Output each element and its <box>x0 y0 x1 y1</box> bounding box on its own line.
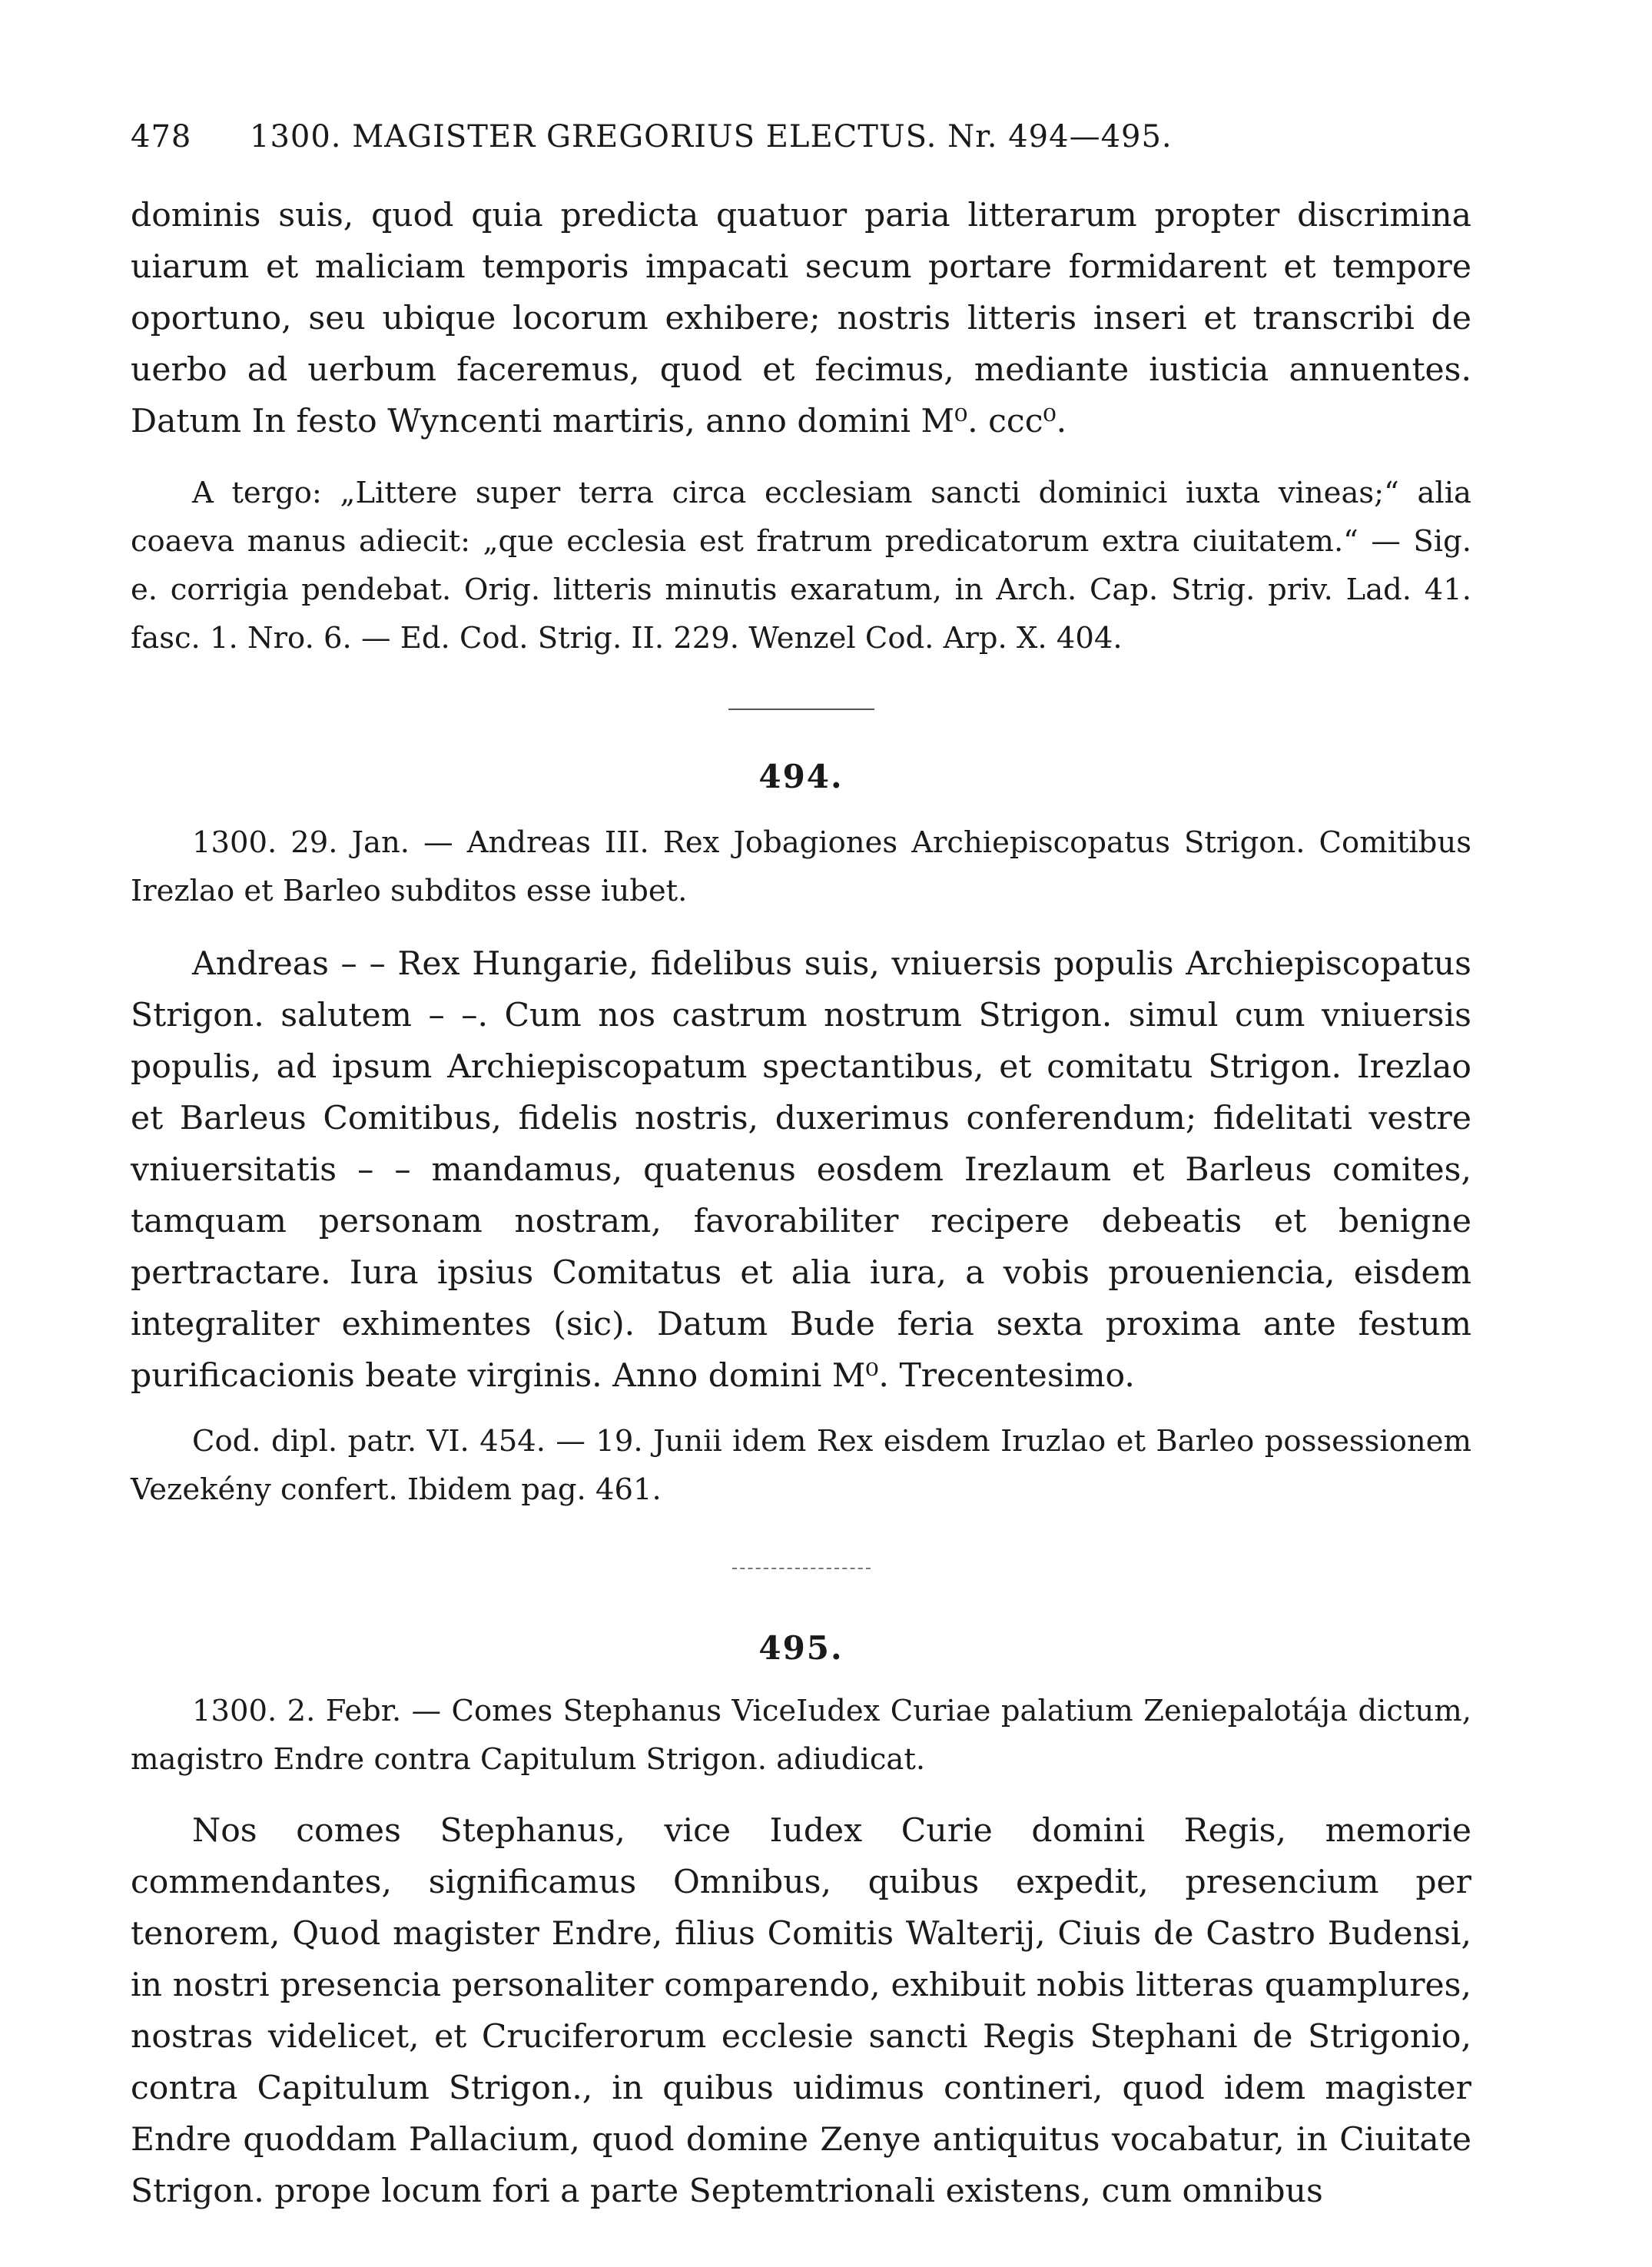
document-page <box>131 119 1471 2217</box>
continuation-note: A tergo: „Littere super terra circa ecclesiam sancti dominici iuxta vineas;“ alia coaeva manus adiecit: „que ecclesia est fratrum predicatorum extra ciuitatem.“ — Sig. e. corrigia pendebat. Orig. litteris minutis exaratum, in Arch. Cap. Strig. priv. Lad. 41. fasc. 1. Nro. 6. — Ed. Cod. Strig. II. 229. Wenzel Cod. Arp. X. 404. <box>131 476 1471 656</box>
page-number: 478 <box>131 119 192 154</box>
running-head <box>131 119 1471 173</box>
running-head-title: 1300. MAGISTER GREGORIUS ELECTUS. Nr. 494—495. <box>250 119 1173 154</box>
document-text: Andreas – – Rex Hungarie, fidelibus suis, vniuersis populis Archiepiscopatus Strigon. salutem – –. Cum nos castrum nostrum Strigon. simul cum vniuersis populis, ad ipsum Archiepiscopatum spectantibus, et comitatu Strigon. Irezlao et Barleus Comitibus, fidelis nostris, duxerimus conferendum; fidelitati vestre vniuersitatis – – mandamus, quatenus eosdem Irezlaum et Barleus comites, tamquam personam nostram, favorabiliter recipere debeatis et benigne pertractare. Iura ipsius Comitatus et alia iura, a vobis proueniencia, eisdem integraliter exhimentes (sic). Datum Bude feria sexta proxima ante festum purificacionis beate virginis. Anno domini M⁰. Trecentesimo. <box>131 945 1471 1395</box>
document-note: Cod. dipl. patr. VI. 454. — 19. Junii idem Rex eisdem Iruzlao et Barleo possessionem Vezekény confert. Ibidem pag. 461. <box>131 1424 1471 1507</box>
document-abstract: 1300. 29. Jan. — Andreas III. Rex Jobagiones Archiepiscopatus Strigon. Comitibus Irezlao et Barleo subditos esse iubet. <box>131 825 1471 908</box>
document-abstract: 1300. 2. Febr. — Comes Stephanus ViceIudex Curiae palatium Zeniepalotája dictum, magistro Endre contra Capitulum Strigon. adiudicat. <box>131 1694 1471 1777</box>
document-text: Nos comes Stephanus, vice Iudex Curie domini Regis, memorie commendantes, significamus Omnibus, quibus expedit, presencium per tenorem, Quod magister Endre, filius Comitis Walterij, Ciuis de Castro Budensi, in nostri presencia personaliter comparendo, exhibuit nobis litteras quamplures, nostras videlicet, et Cruciferorum ecclesie sancti Regis Stephani de Strigonio, contra Capitulum Strigon., in quibus uidimus contineri, quod idem magister Endre quoddam Pallacium, quod domine Zenye antiquitus vocabatur, in Ciuitate Strigon. prope locum fori a parte Septemtrionali existens, cum omnibus <box>131 1812 1471 2210</box>
continuation-paragraph: dominis suis, quod quia predicta quatuor paria litterarum propter discrimina uiarum et maliciam temporis impacati secum portare formidarent et tempore oportuno, seu ubique locorum exhibere; nostris litteris inseri et transcribi de uerbo ad uerbum faceremus, quod et fecimus, mediante iusticia annuentes. Datum In festo Wyncenti martiris, anno domini M⁰. ccc⁰. <box>131 197 1471 440</box>
document-number: 494. <box>758 758 844 795</box>
document-number: 495. <box>758 1629 844 1667</box>
